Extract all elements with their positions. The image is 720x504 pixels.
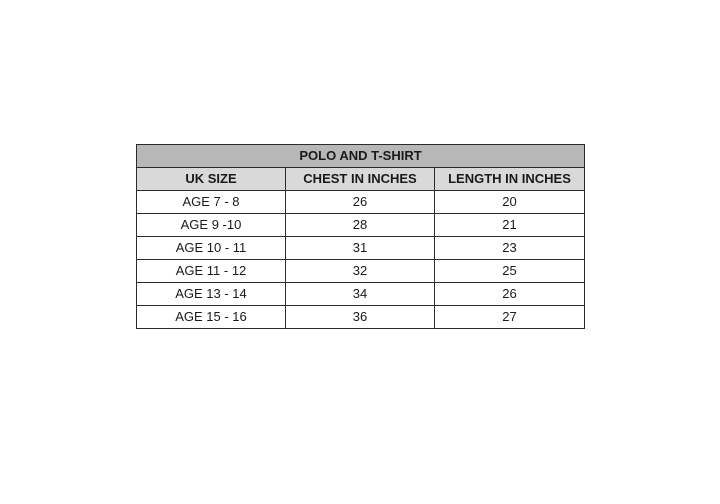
cell-length: 21 bbox=[435, 214, 585, 237]
cell-chest: 26 bbox=[286, 191, 435, 214]
title-row bbox=[137, 145, 585, 168]
table-row bbox=[137, 237, 585, 260]
cell-uk-size: AGE 13 - 14 bbox=[137, 283, 286, 306]
header-chest: CHEST IN INCHES bbox=[286, 168, 435, 191]
cell-uk-size: AGE 9 -10 bbox=[137, 214, 286, 237]
table-row bbox=[137, 283, 585, 306]
cell-chest: 32 bbox=[286, 260, 435, 283]
cell-chest: 31 bbox=[286, 237, 435, 260]
cell-length: 26 bbox=[435, 283, 585, 306]
cell-length: 23 bbox=[435, 237, 585, 260]
table-row bbox=[137, 191, 585, 214]
table-row bbox=[137, 260, 585, 283]
cell-length: 20 bbox=[435, 191, 585, 214]
cell-uk-size: AGE 7 - 8 bbox=[137, 191, 286, 214]
cell-chest: 28 bbox=[286, 214, 435, 237]
cell-chest: 34 bbox=[286, 283, 435, 306]
header-uk-size: UK SIZE bbox=[137, 168, 286, 191]
table-title: POLO AND T-SHIRT bbox=[137, 145, 585, 168]
cell-length: 27 bbox=[435, 306, 585, 329]
cell-uk-size: AGE 11 - 12 bbox=[137, 260, 286, 283]
cell-chest: 36 bbox=[286, 306, 435, 329]
cell-uk-size: AGE 10 - 11 bbox=[137, 237, 286, 260]
cell-uk-size: AGE 15 - 16 bbox=[137, 306, 286, 329]
table-row bbox=[137, 214, 585, 237]
table-row bbox=[137, 306, 585, 329]
header-row bbox=[137, 168, 585, 191]
size-chart-table bbox=[136, 144, 585, 329]
cell-length: 25 bbox=[435, 260, 585, 283]
header-length: LENGTH IN INCHES bbox=[435, 168, 585, 191]
